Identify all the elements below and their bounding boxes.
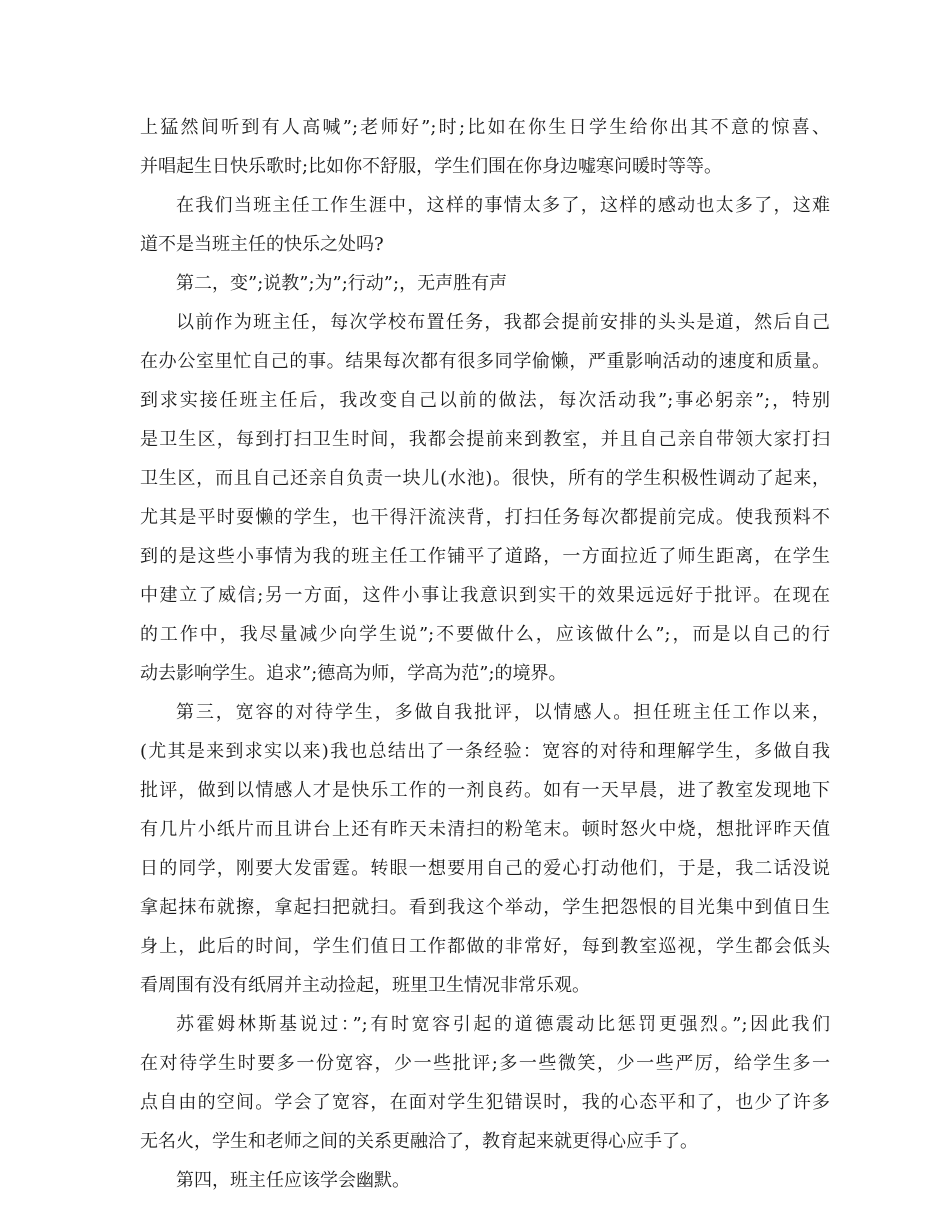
text-line: 身上，此后的时间，学生们值日工作都做的非常好，每到教室巡视，学生都会低头: [140, 936, 830, 957]
text-line: 点自由的空间。学会了宽容，在面对学生犯错误时，我的心态平和了，也少了许多: [140, 1092, 830, 1113]
text-line: (尤其是来到求实以来)我也总结出了一条经验：宽容的对待和理解学生，多做自我: [140, 741, 830, 762]
text-line: 的工作中，我尽量减少向学生说”;不要做什么，应该做什么”;，而是以自己的行: [140, 624, 830, 645]
text-line: 有几片小纸片而且讲台上还有昨天未清扫的粉笔末。顿时怒火中烧，想批评昨天值: [140, 819, 830, 840]
text-line: 道不是当班主任的快乐之处吗?: [140, 234, 384, 255]
text-line: 尤其是平时耍懒的学生，也干得汗流浃背，打扫任务每次都提前完成。使我预料不: [140, 507, 830, 528]
paragraph-first-line: 第三，宽容的对待学生，多做自我批评，以情感人。担任班主任工作以来，: [176, 702, 830, 723]
text-line: 上猛然间听到有人高喊”;老师好”;时;比如在你生日学生给你出其不意的惊喜、: [140, 117, 830, 138]
text-line: 到求实接任班主任后，我改变自己以前的做法，每次活动我”;事必躬亲”;，特别: [140, 390, 830, 411]
paragraph-first-line: 苏霍姆林斯基说过：”;有时宽容引起的道德震动比惩罚更强烈。”;因此我们: [176, 1014, 830, 1035]
text-line: 到的是这些小事情为我的班主任工作铺平了道路，一方面拉近了师生距离，在学生: [140, 546, 830, 567]
text-line: 无名火，学生和老师之间的关系更融洽了，教育起来就更得心应手了。: [140, 1131, 698, 1152]
text-line: 拿起抹布就擦，拿起扫把就扫。看到我这个举动，学生把怨恨的目光集中到值日生: [140, 897, 830, 918]
text-line: 在办公室里忙自己的事。结果每次都有很多同学偷懒，严重影响活动的速度和质量。: [140, 351, 830, 372]
paragraph-first-line: 以前作为班主任，每次学校布置任务，我都会提前安排的头头是道，然后自己: [176, 312, 830, 333]
section-heading: 第四，班主任应该学会幽默。: [176, 1170, 410, 1191]
section-heading: 第二，变”;说教”;为”;行动”;，无声胜有声: [176, 273, 508, 294]
text-line: 并唱起生日快乐歌时;比如你不舒服，学生们围在你身边嘘寒问暖时等等。: [140, 156, 723, 177]
text-line: 卫生区，而且自己还亲自负责一块儿(水池)。很快，所有的学生积极性调动了起来，: [140, 468, 830, 489]
text-line: 看周围有没有纸屑并主动捡起，班里卫生情况非常乐观。: [140, 975, 590, 996]
text-line: 是卫生区，每到打扫卫生时间，我都会提前来到教室，并且自己亲自带领大家打扫: [140, 429, 830, 450]
text-line: 批评，做到以情感人才是快乐工作的一剂良药。如有一天早晨，进了教室发现地下: [140, 780, 830, 801]
text-line: 动去影响学生。追求”;德高为师，学高为范”;的境界。: [140, 663, 567, 684]
text-line: 日的同学，刚要大发雷霆。转眼一想要用自己的爱心打动他们，于是，我二话没说: [140, 858, 830, 879]
text-line: 中建立了威信;另一方面，这件小事让我意识到实干的效果远远好于批评。在现在: [140, 585, 830, 606]
text-line: 在对待学生时要多一份宽容，少一些批评;多一些微笑，少一些严厉，给学生多一: [140, 1053, 830, 1074]
paragraph-first-line: 在我们当班主任工作生涯中，这样的事情太多了，这样的感动也太多了，这难: [176, 195, 830, 216]
